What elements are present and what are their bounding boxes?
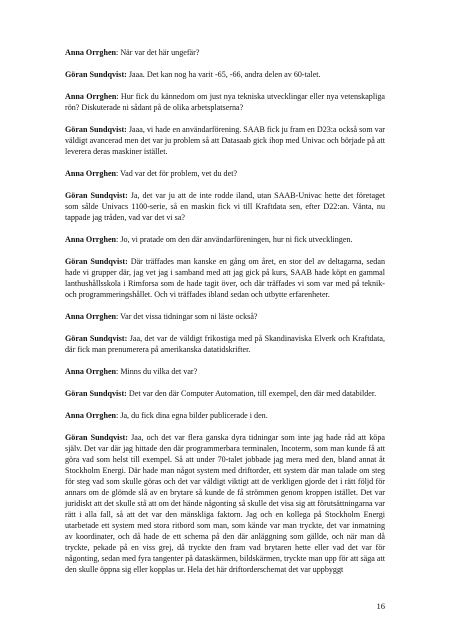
transcript-paragraph — [65, 69, 385, 80]
transcript-paragraph — [65, 190, 385, 223]
speaker-name: Anna Orrghen — [65, 169, 117, 178]
speech-text: : Var det vissa tidningar som ni läste också? — [116, 312, 258, 321]
transcript-paragraph — [65, 124, 385, 157]
transcript-paragraph — [65, 333, 385, 355]
transcript-paragraph — [65, 366, 385, 377]
speech-text: : När var det här ungefär? — [116, 48, 200, 57]
speech-text: : Ja, du fick dina egna bilder publicerade i den. — [116, 411, 268, 420]
transcript-paragraph — [65, 168, 385, 179]
speaker-name: Göran Sundqvist: — [65, 257, 128, 266]
speech-text: Jaa, och det var flera ganska dyra tidningar som inte jag hade råd att köpa själv. Det var där jag hittade den där programmerbara terminalen, Incoterm, som man kunde få att göra vad som helst till exempel. Så att under 70-talet jobbade jag mera med den, bland annat åt Stockholm Energi. Där hade man något system med driftorder, ett system där man talade om steg för steg vad som skulle göras och det var väldigt viktigt att de verkligen gjorde det i rätt följd för annars om de glömde slå av en brytare så kunde de få strömmen genom kroppen istället. Det var juridiskt att det skulle stå att om det hände någonting så skulle det visa sig att förutsättningarna var rätt i alla fall, så att det var den mänskliga faktorn. Jag och en kollega på Stockholm Energi utarbetade ett system med stora ritbord som man, som kände var man tryckte, det var inmatning av koordinater, och då hade de ett schema på den där anläggning som gällde, och när man då tryckte, pekade på en viss grej, då tryckte den fram vad brytaren hette eller vad det var för någonting, sedan med fyra tangenter på dataskärmen, bildskärmen, tryckte man upp för att säga att den skulle öppna sig eller kopplas ur. Hela det här driftorderschemat det var uppbyggt — [65, 433, 385, 574]
page-number: 16 — [376, 601, 385, 611]
speaker-name: Anna Orrghen — [65, 235, 117, 244]
speech-text: Det var den där Computer Automation, till exempel, den där med databilder. — [126, 389, 377, 398]
transcript-paragraph — [65, 432, 385, 575]
speaker-name: Göran Sundqvist: — [65, 191, 128, 200]
speaker-name: Anna Orrghen — [65, 312, 117, 321]
speaker-name: Anna Orrghen — [65, 411, 117, 420]
speech-text: Ja, det var ju att de inte rodde iland, utan SAAB-Univac hette det företaget som sålde Univacs 1100-serie, så en maskin fick vi till Kraftdata sen, efter D22:an. Vänta, nu tappade jag tråden, vad var det vi sa? — [65, 191, 385, 222]
speaker-name: Göran Sundqvist: — [65, 70, 127, 79]
speaker-name: Anna Orrghen — [65, 92, 117, 101]
speaker-name: Anna Orrghen — [65, 48, 117, 57]
interview-transcript — [65, 47, 385, 586]
transcript-paragraph — [65, 256, 385, 300]
speech-text: : Hur fick du kännedom om just nya tekniska utvecklingar eller nya vetenskapliga rön? Diskuterade ni sådant på de olika arbetsplatserna? — [65, 92, 385, 112]
speech-text: Jaaa. Det kan nog ha varit -65, -66, andra delen av 60-talet. — [126, 70, 321, 79]
speech-text: Där träffades man kanske en gång om året, en stor del av deltagarna, sedan hade vi grupper där, jag vet jag i samband med att jag gick på kurs, SAAB hade köpt en gammal lanthushållsskola i Rimforsa som de hade tagit över, och där träffades vi som var med på teknik- och programmeringshållet. Och vi träffades ibland sedan och utbytte erfarenheter. — [65, 257, 385, 299]
speaker-name: Göran Sundqvist: — [65, 389, 127, 398]
speaker-name: Göran Sundqvist: — [65, 125, 127, 134]
transcript-paragraph — [65, 91, 385, 113]
speech-text: : Jo, vi pratade om den där användarföreningen, hur ni fick utvecklingen. — [116, 235, 353, 244]
speech-text: Jaaa, vi hade en användarförening. SAAB fick ju fram en D23:a också som var väldigt avancerad men det var ju problem så att Datasaab gick ihop med Univac och började på att leverera deras maskiner istället. — [65, 125, 385, 156]
transcript-paragraph — [65, 311, 385, 322]
transcript-paragraph — [65, 410, 385, 421]
transcript-paragraph — [65, 47, 385, 58]
transcript-paragraph — [65, 234, 385, 245]
speaker-name: Göran Sundqvist: — [65, 433, 128, 442]
speech-text: : Minns du vilka det var? — [116, 367, 198, 376]
speaker-name: Anna Orrghen — [65, 367, 117, 376]
speaker-name: Göran Sundqvist: — [65, 334, 128, 343]
speech-text: Jaa, det var de väldigt frikostiga med på Skandinaviska Elverk och Kraftdata, där fick man prenumerera på amerikanska datatidskrifter. — [65, 334, 385, 354]
transcript-paragraph — [65, 388, 385, 399]
speech-text: : Vad var det för problem, vet du det? — [116, 169, 238, 178]
